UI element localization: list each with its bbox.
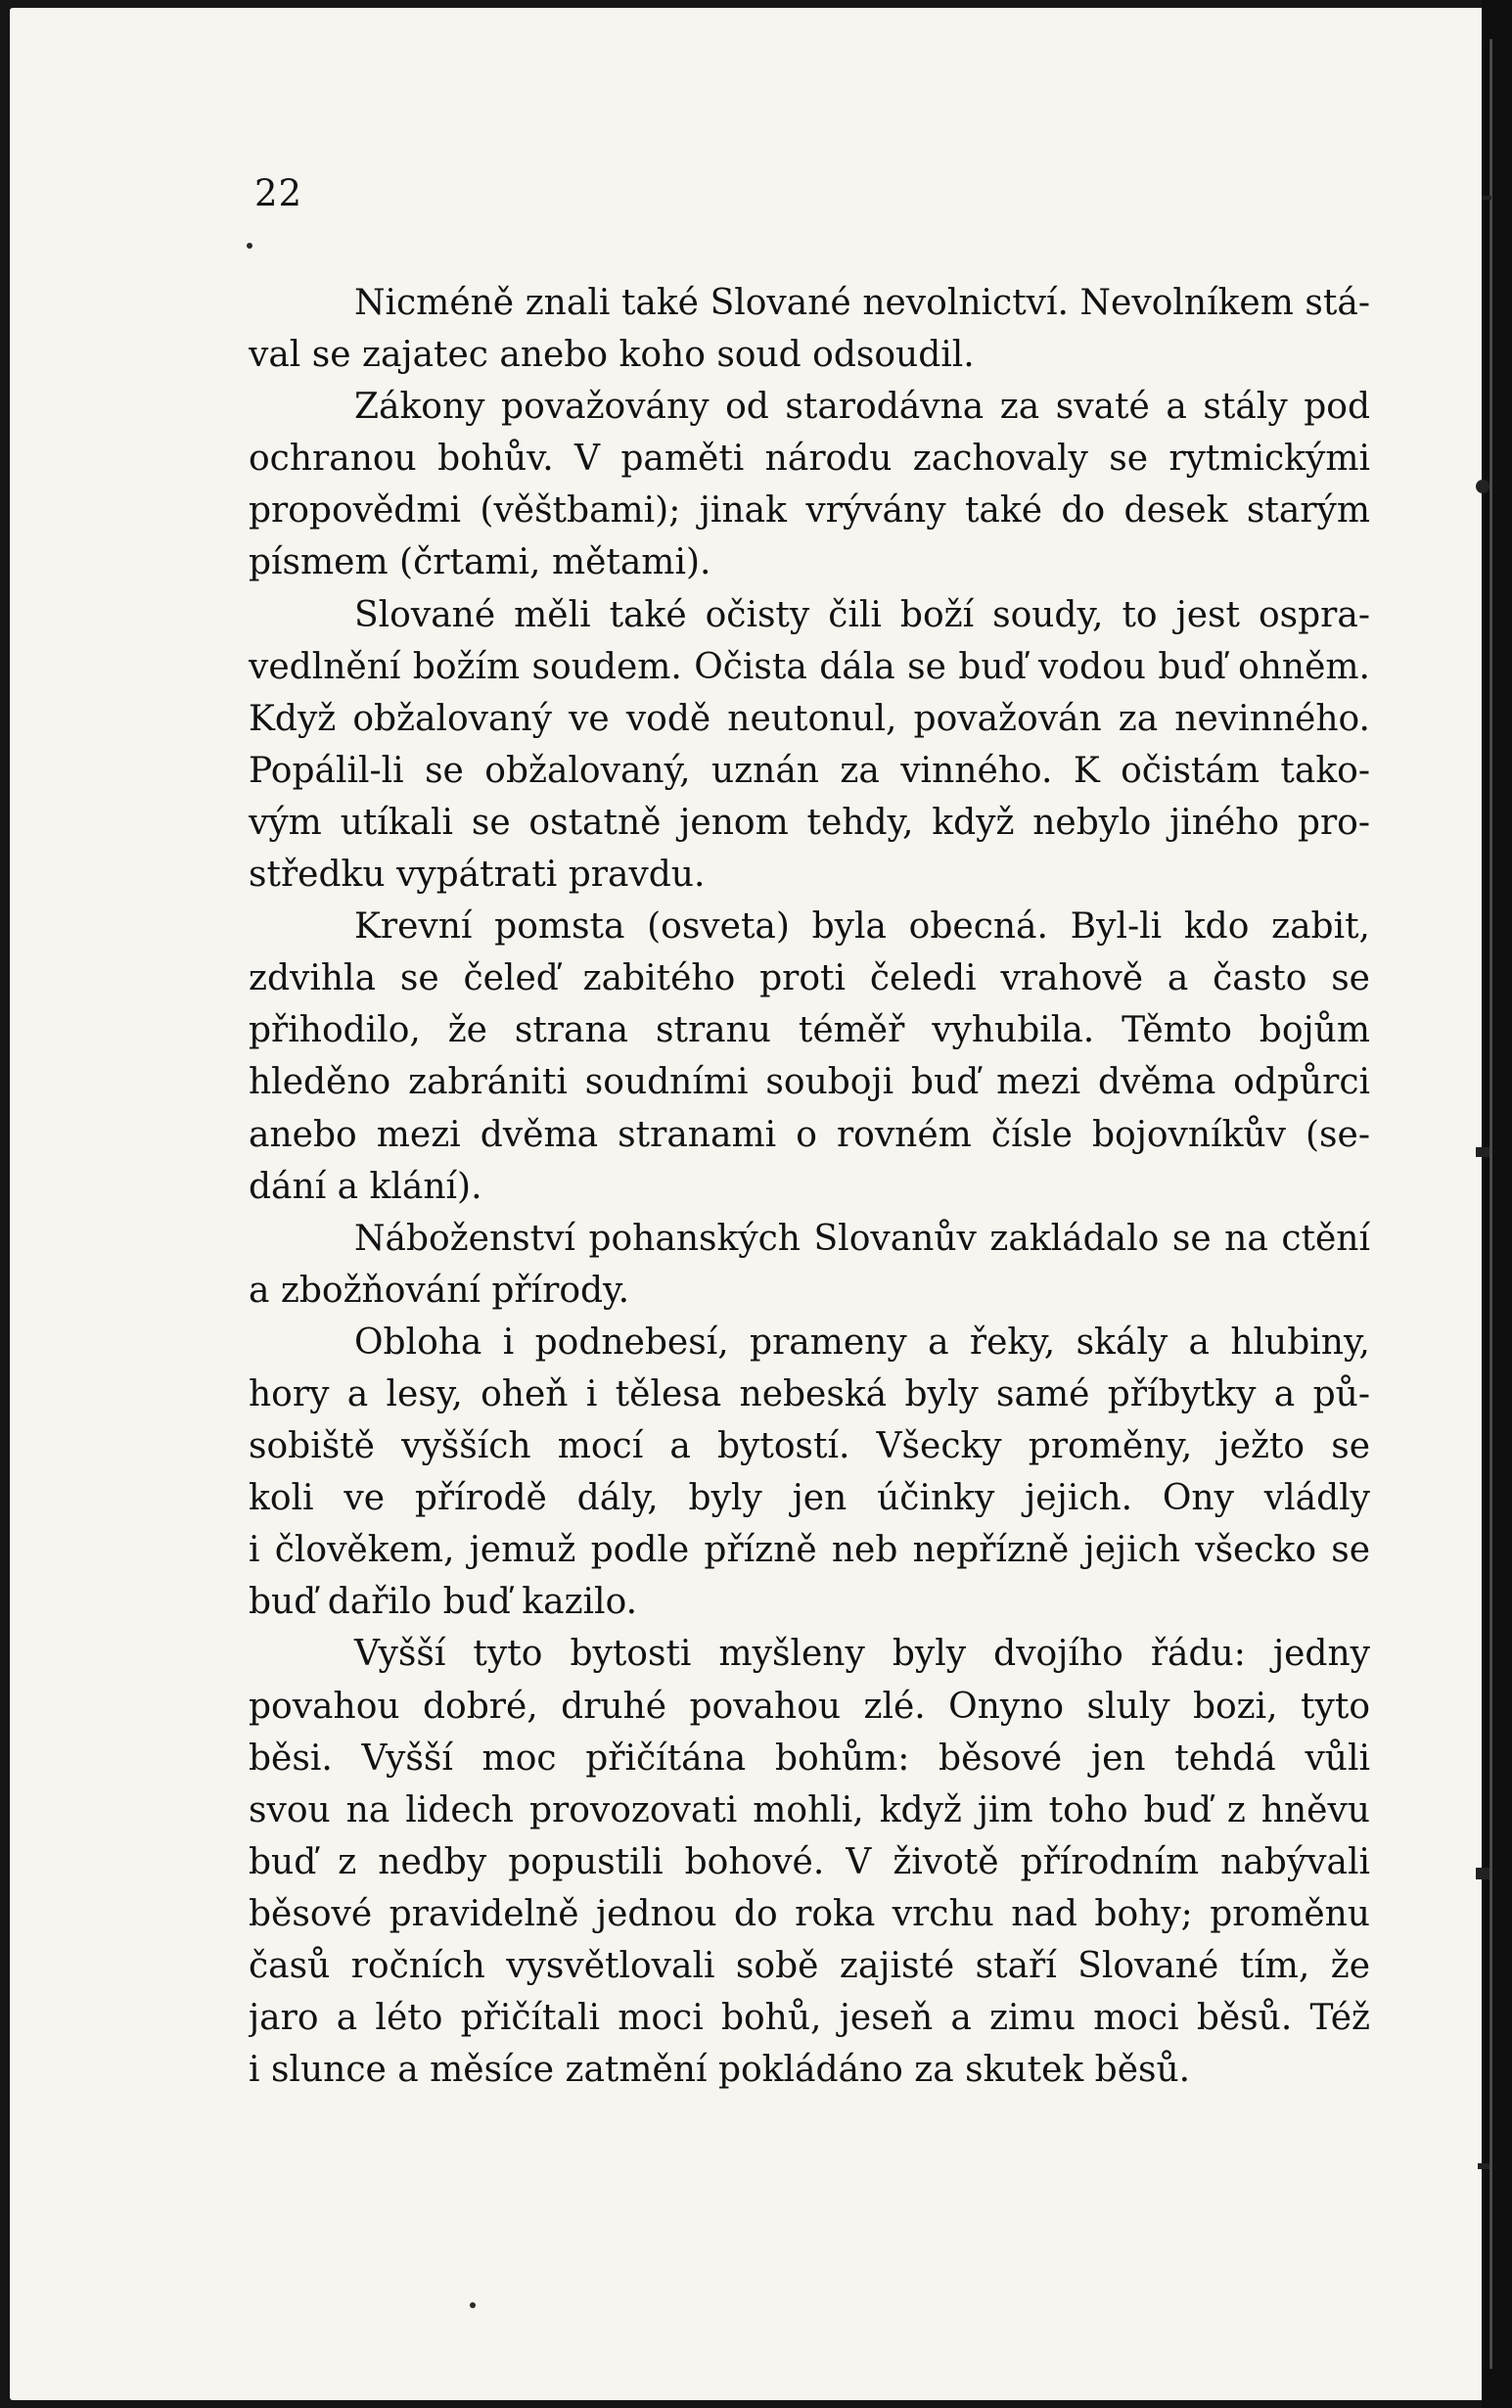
text-line: Popálil-li se obžalovaný, uznán za vinného. K očistám tako- bbox=[249, 750, 1370, 791]
scan-speck bbox=[470, 2302, 476, 2308]
text-line: jaro a léto přičítali moci bohů, jeseň a zimu moci běsů. Též bbox=[249, 1998, 1370, 2039]
text-line: anebo mezi dvěma stranami o rovném čísle bojovníkův (se- bbox=[249, 1114, 1370, 1155]
book-binding-edge bbox=[1482, 0, 1512, 2408]
margin-mark bbox=[1476, 1868, 1489, 1879]
text-line: svou na lidech provozovati mohli, když jim toho buď z hněvu bbox=[249, 1789, 1370, 1830]
text-line: propovědmi (věštbami); jinak vrývány také do desek starým bbox=[249, 490, 1370, 532]
binding-shadow-line bbox=[1489, 39, 1492, 2369]
text-line: a zbožňování přírody. bbox=[249, 1270, 630, 1311]
margin-mark bbox=[1476, 480, 1489, 493]
scan-speck bbox=[247, 243, 252, 249]
margin-mark bbox=[1482, 196, 1491, 200]
text-line: Náboženství pohanských Slovanův zakládalo se na ctění bbox=[354, 1218, 1370, 1259]
margin-mark bbox=[1478, 2163, 1489, 2169]
text-line: Zákony považovány od starodávna za svaté a stály pod bbox=[354, 387, 1370, 428]
text-line: zdvihla se čeleď zabitého proti čeledi vrahově a často se bbox=[249, 958, 1370, 999]
page-number: 22 bbox=[254, 172, 303, 214]
body-text bbox=[249, 277, 1370, 2096]
text-line: písmem (črtami, mětami). bbox=[249, 542, 711, 583]
text-line: časů ročních vysvětlovali sobě zajisté staří Slované tím, že bbox=[249, 1946, 1370, 1986]
text-line: Slované měli také očisty čili boží soudy, to jest ospra- bbox=[354, 594, 1370, 635]
text-line: Vyšší tyto bytosti myšleny byly dvojího řádu: jedny bbox=[354, 1634, 1370, 1675]
margin-mark bbox=[1476, 1147, 1489, 1157]
text-line: i člověkem, jemuž podle přízně neb nepřízně jejich všecko se bbox=[249, 1530, 1370, 1571]
text-line: běsové pravidelně jednou do roka vrchu nad bohy; proměnu bbox=[249, 1893, 1370, 1934]
text-line: hory a lesy, oheň i tělesa nebeská byly samé příbytky a pů- bbox=[249, 1373, 1370, 1414]
text-line: Když obžalovaný ve vodě neutonul, považován za nevinného. bbox=[249, 698, 1370, 739]
text-line: vedlnění božím soudem. Očista dála se buď vodou buď ohněm. bbox=[249, 646, 1370, 687]
text-line: val se zajatec anebo koho soud odsoudil. bbox=[249, 335, 975, 376]
text-line: buď z nedby popustili bohové. V životě přírodním nabývali bbox=[249, 1841, 1370, 1882]
text-line: hleděno zabrániti soudními souboji buď mezi dvěma odpůrci bbox=[249, 1062, 1370, 1103]
text-line: ochranou bohův. V paměti národu zachovaly se rytmickými bbox=[249, 439, 1370, 480]
text-line: i slunce a měsíce zatmění pokládáno za skutek běsů. bbox=[249, 2050, 1191, 2091]
text-line: Nicméně znali také Slované nevolnictví. Nevolníkem stá- bbox=[354, 283, 1370, 323]
text-line: přihodilo, že strana stranu téměř vyhubila. Těmto bojům bbox=[249, 1010, 1370, 1051]
text-line: vým utíkali se ostatně jenom tehdy, když nebylo jiného pro- bbox=[249, 802, 1370, 843]
text-line: sobiště vyšších mocí a bytostí. Všecky proměny, ježto se bbox=[249, 1426, 1370, 1467]
text-line: běsi. Vyšší moc přičítána bohům: běsové jen tehdá vůli bbox=[249, 1737, 1370, 1779]
text-line: Obloha i podnebesí, prameny a řeky, skály a hlubiny, bbox=[354, 1321, 1370, 1363]
text-line: středku vypátrati pravdu. bbox=[249, 855, 706, 896]
text-line: povahou dobré, druhé povahou zlé. Onyno sluly bozi, tyto bbox=[249, 1686, 1370, 1727]
text-line: buď dařilo buď kazilo. bbox=[249, 1582, 638, 1623]
text-line: dání a klání). bbox=[249, 1166, 482, 1207]
text-line: koli ve přírodě dály, byly jen účinky jejich. Ony vládly bbox=[249, 1478, 1370, 1519]
text-line: Krevní pomsta (osveta) byla obecná. Byl-li kdo zabit, bbox=[354, 906, 1370, 948]
